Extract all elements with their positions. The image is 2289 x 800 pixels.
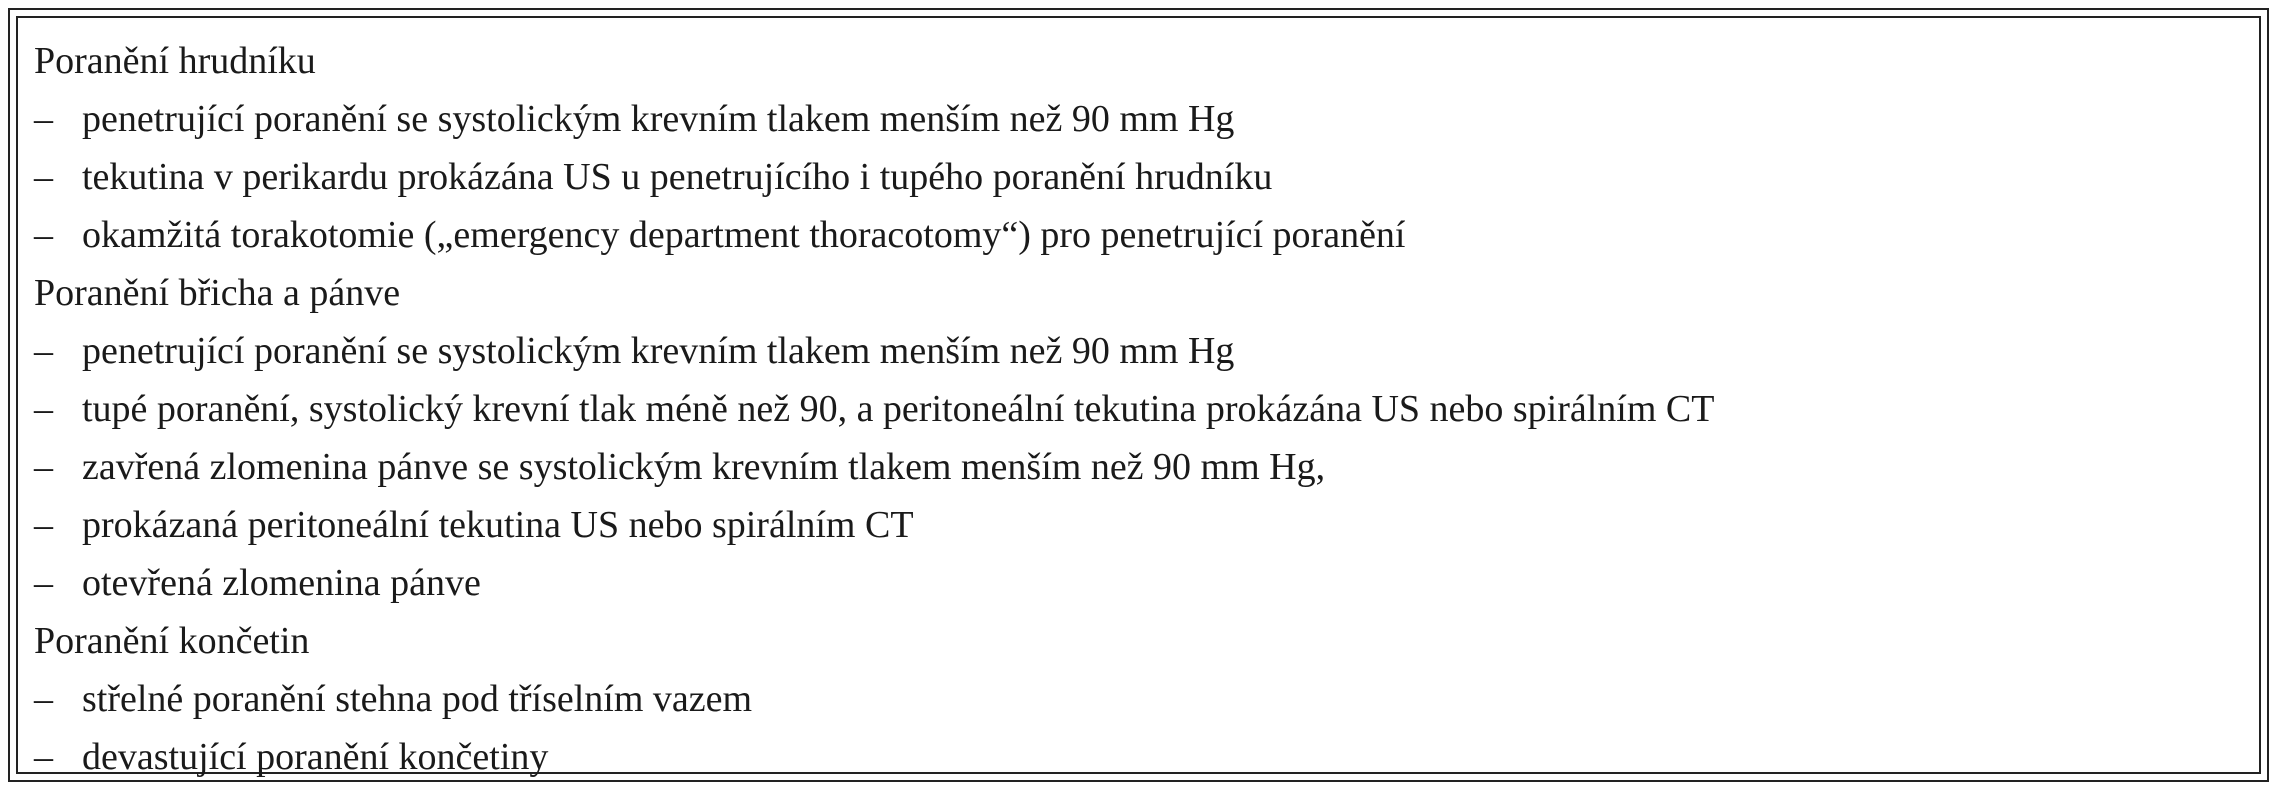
list-item	[34, 380, 2259, 438]
list-item-text: zavřená zlomenina pánve se systolickým krevním tlakem menším než 90 mm Hg,	[82, 446, 1326, 488]
list-item-text: střelné poranění stehna pod tříselním vazem	[82, 678, 753, 720]
list-item	[34, 728, 2259, 786]
bullet-dash: –	[34, 214, 53, 256]
list-item-text: tekutina v perikardu prokázána US u penetrujícího i tupého poranění hrudníku	[82, 156, 1273, 198]
bullet-dash: –	[34, 504, 53, 546]
section-heading-chest: Poranění hrudníku	[34, 40, 316, 82]
list-item-text: tupé poranění, systolický krevní tlak méně než 90, a peritoneální tekutina prokázána US nebo spirálním CT	[82, 388, 1715, 430]
section-heading-abdomen: Poranění břicha a pánve	[34, 272, 401, 314]
list-item	[34, 670, 2259, 728]
list-item	[34, 496, 2259, 554]
list-item-text: okamžitá torakotomie („emergency department thoracotomy“) pro penetrující poranění	[82, 214, 1406, 256]
list-item	[34, 322, 2259, 380]
list-item-text: prokázaná peritoneální tekutina US nebo spirálním CT	[82, 504, 914, 546]
criteria-box	[16, 16, 2261, 778]
bullet-dash: –	[34, 678, 53, 720]
list-item	[34, 148, 2259, 206]
bullet-dash: –	[34, 562, 53, 604]
list-item	[34, 90, 2259, 148]
list-item-text: otevřená zlomenina pánve	[82, 562, 481, 604]
list-item	[34, 206, 2259, 264]
list-item-text: penetrující poranění se systolickým krevním tlakem menším než 90 mm Hg	[82, 330, 1235, 372]
section-heading-limbs: Poranění končetin	[34, 620, 310, 662]
bullet-dash: –	[34, 388, 53, 430]
bullet-dash: –	[34, 736, 53, 778]
bullet-dash: –	[34, 98, 53, 140]
bullet-dash: –	[34, 156, 53, 198]
list-item-text: penetrující poranění se systolickým krevním tlakem menším než 90 mm Hg	[82, 98, 1235, 140]
bullet-dash: –	[34, 446, 53, 488]
list-item	[34, 438, 2259, 496]
list-item-text: devastující poranění končetiny	[82, 736, 549, 778]
bullet-dash: –	[34, 330, 53, 372]
list-item	[34, 554, 2259, 612]
